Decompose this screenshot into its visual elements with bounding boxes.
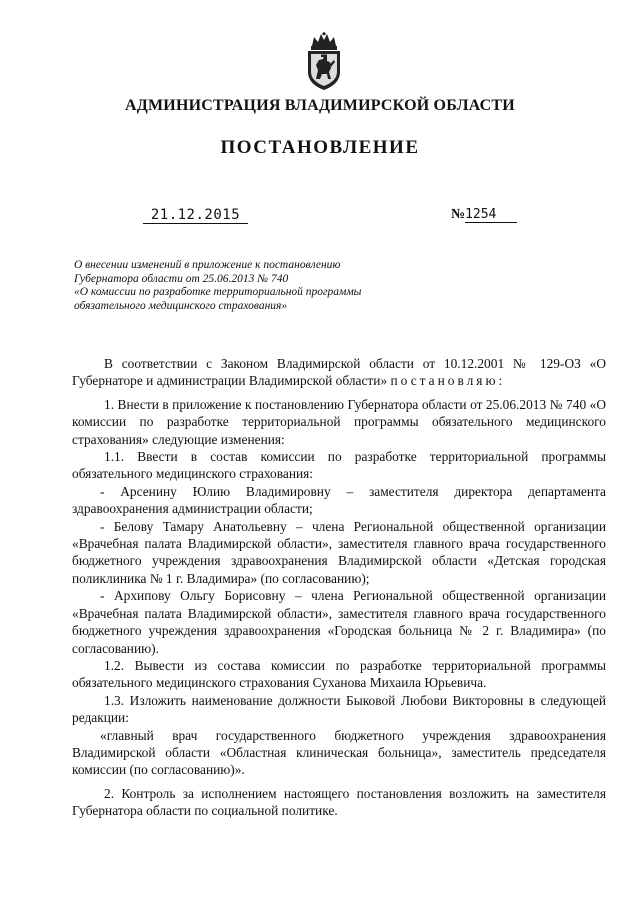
decree-word: постановляю: [390,373,506,389]
document-date: 21.12.2015 [143,207,248,224]
document-type-title: ПОСТАНОВЛЕНИЕ [220,137,420,158]
number-sign: № [451,207,466,222]
member-arkhipova-paragraph: - Архипову Ольгу Борисовну – члена Региональной общественной организации «Врачебная палата Владимирской области», заместителя главного врача государственного бюджетного учреждения здравоохранения «Городская больница № 2 г. Владимира» (по согласованию). [72,588,606,656]
organization-title: АДМИНИСТРАЦИЯ ВЛАДИМИРСКОЙ ОБЛАСТИ [125,97,515,114]
subject-line: обязательного медицинского страхования» [74,299,288,312]
document-body [72,355,606,820]
member-arsenina-paragraph: - Арсенину Юлию Владимировну – заместителя директора департамента здравоохранения администрации области; [72,483,606,517]
subject-line: Губернатора области от 25.06.2013 № 740 [74,272,289,285]
coat-of-arms-icon [300,32,348,92]
document-number [451,207,517,223]
quote-paragraph: «главный врач государственного бюджетного учреждения здравоохранения Владимирской области «Областная клиническая больница», заместитель председателя комиссии (по согласованию)». [72,727,606,778]
preamble-text: В соответствии с Законом Владимирской области от 10.12.2001 № 129-ОЗ «О Губернаторе и администрации Владимирской области» [72,356,606,389]
subject-line: «О комиссии по разработке территориальной программы [74,286,362,298]
item-2-paragraph: 2. Контроль за исполнением настоящего постановления возложить на заместителя Губернатора области по социальной политике. [72,785,606,819]
document-subject [74,259,414,313]
preamble-paragraph [72,355,606,390]
item-1-1-paragraph: 1.1. Ввести в состав комиссии по разработке территориальной программы обязательного медицинского страхования: [72,449,606,482]
member-belova-paragraph: - Белову Тамару Анатольевну – члена Региональной общественной организации «Врачебная палата Владимирской области», заместителя главного врача государственного бюджетного учреждения здравоохранения Владимирской области «Детская городская поликлиника № 1 г. Владимира» (по согласованию); [72,518,606,586]
item-1-3-paragraph: 1.3. Изложить наименование должности Быковой Любови Викторовны в следующей редакции: [72,692,606,726]
item-1-paragraph: 1. Внести в приложение к постановлению Губернатора области от 25.06.2013 № 740 «О комиссии по разработке территориальной программы обязательного медицинского страхования» следующие изменения: [72,396,606,447]
item-1-2-paragraph: 1.2. Вывести из состава комиссии по разработке территориальной программы обязательного медицинского страхования Суханова Михаила Юрьевича. [72,657,606,691]
subject-line: О внесении изменений в приложение к постановлению [74,259,341,271]
number-value: 1254 [465,207,517,223]
